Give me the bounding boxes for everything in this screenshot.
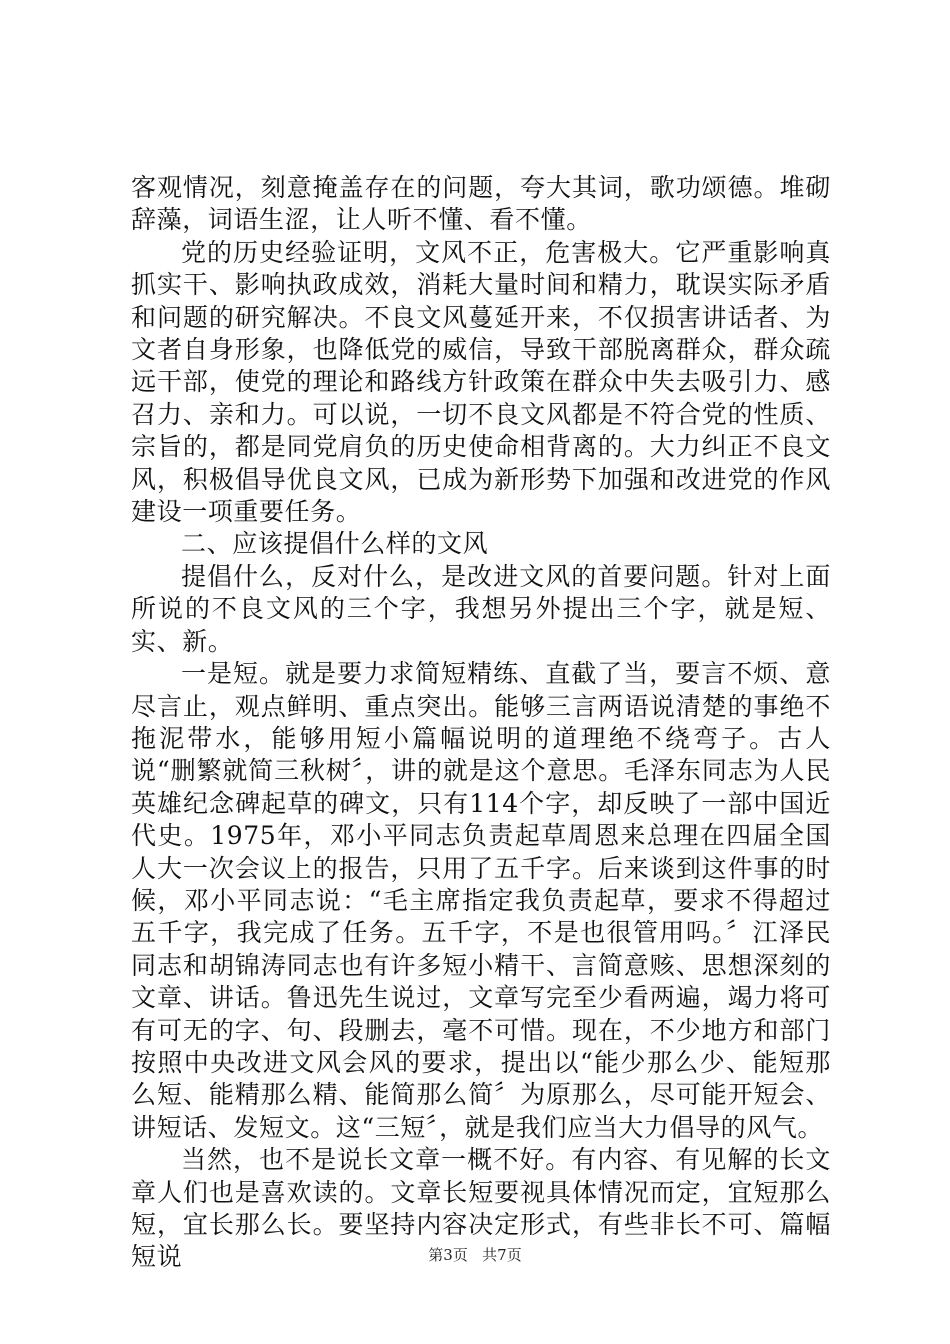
footer-spacer (473, 1246, 478, 1264)
paragraph-5: 当然，也不是说长文章一概不好。有内容、有见解的长文章人们也是喜欢读的。文章长短要视具体情况而定，宜短那么短，宜长那么长。要坚持内容决定形式，有些非长不可、篇幅短说 (131, 1145, 831, 1272)
paragraph-1: 客观情况，刻意掩盖存在的问题，夸大其词，歌功颂德。堆砌辞藻，词语生涩，让人听不懂、看不懂。 (131, 173, 831, 235)
paragraph-2: 党的历史经验证明，文风不正，危害极大。它严重影响真抓实干、影响执政成效，消耗大量时间和精力，耽误实际矛盾和问题的研究解决。不良文风蔓延开来，不仅损害讲话者、为文者自身形象，也降低党的威信，导致干部脱离群众，群众疏远干部，使党的理论和路线方针政策在群众中失去吸引力、感召力、亲和力。可以说，一切不良文风都是不符合党的性质、宗旨的，都是同党肩负的历史使命相背离的。大力纠正不良文风，积极倡导优良文风，已成为新形势下加强和改进党的作风建设一项重要任务。 (131, 237, 831, 527)
page-footer (0, 1245, 950, 1265)
paragraph-3: 提倡什么，反对什么，是改进文风的首要问题。针对上面所说的不良文风的三个字，我想另外提出三个字，就是短、实、新。 (131, 561, 831, 656)
paragraph-4: 一是短。就是要力求简短精练、直截了当，要言不烦、意尽言止，观点鲜明、重点突出。能够三言两语说清楚的事绝不拖泥带水，能够用短小篇幅说明的道理绝不绕弯子。古人说“删繁就简三秋树〞，讲的就是这个意思。毛泽东同志为人民英雄纪念碑起草的碑文，只有114个字，却反映了一部中国近代史。1975年，邓小平同志负责起草周恩来总理在四届全国人大一次会议上的报告，只用了五千字。后来谈到这件事的时候，邓小平同志说：“毛主席指定我负责起草，要求不得超过五千字，我完成了任务。五千字，不是也很管用吗。〞江泽民同志和胡锦涛同志也有许多短小精干、言简意赅、思想深刻的文章、讲话。鲁迅先生说过，文章写完至少看两遍，竭力将可有可无的字、句、段删去，毫不可惜。现在，不少地方和部门按照中央改进文风会风的要求，提出以“能少那么少、能短那么短、能精那么精、能简那么简〞为原那么，尽可能开短会、讲短话、发短文。这“三短〞，就是我们应当大力倡导的风气。 (131, 659, 831, 1142)
page-number: 第3页 (428, 1246, 468, 1264)
document-body (131, 172, 831, 1274)
page-total: 共7页 (482, 1246, 522, 1264)
section-heading: 二、应该提倡什么样的文风 (181, 529, 489, 559)
